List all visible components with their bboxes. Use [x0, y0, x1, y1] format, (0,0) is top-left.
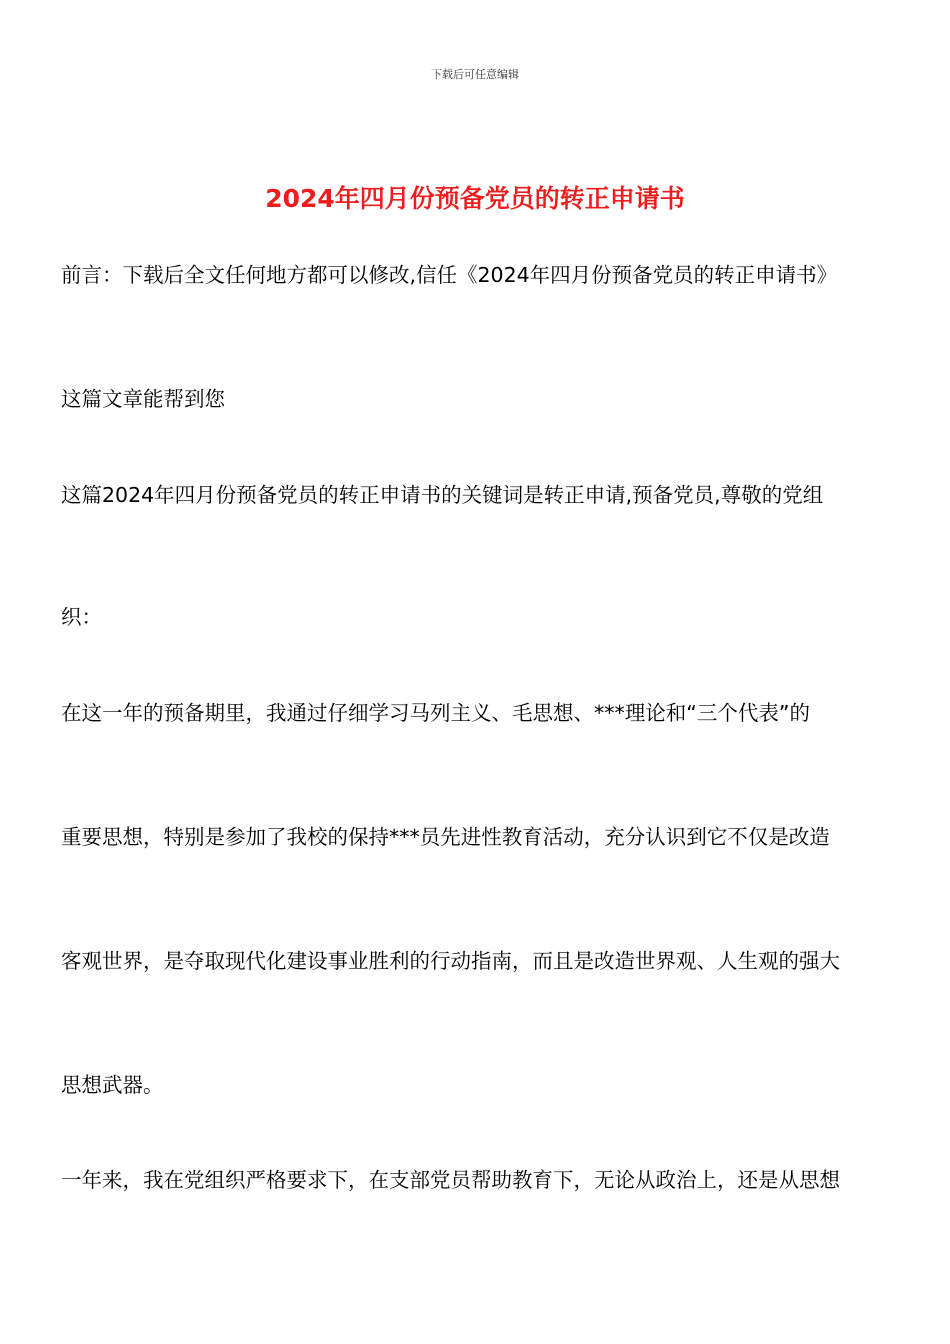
- paragraph-1-line-3: 客观世界，是夺取现代化建设事业胜利的行动指南，而且是改造世界观、人生观的强大: [61, 949, 840, 973]
- preface-line: 前言：下载后全文任何地方都可以修改,信任《2024年四月份预备党员的转正申请书》: [61, 263, 838, 287]
- paragraph-1-line-1: 在这一年的预备期里，我通过仔细学习马列主义、毛思想、***理论和“三个代表”的: [61, 701, 810, 725]
- preface-continuation-line: 这篇文章能帮到您: [61, 387, 225, 411]
- paragraph-2-line-1: 一年来，我在党组织严格要求下，在支部党员帮助教育下，无论从政治上，还是从思想: [61, 1168, 840, 1192]
- paragraph-1-line-4: 思想武器。: [61, 1073, 164, 1097]
- page-header-note: 下载后可任意编辑: [431, 68, 519, 81]
- keywords-line: 这篇2024年四月份预备党员的转正申请书的关键词是转正申请,预备党员,尊敬的党组: [61, 483, 824, 507]
- paragraph-1-line-2: 重要思想，特别是参加了我校的保持***员先进性教育活动，充分认识到它不仅是改造: [61, 825, 830, 849]
- salutation-line: 织：: [61, 605, 102, 629]
- document-title: 2024年四月份预备党员的转正申请书: [265, 184, 685, 213]
